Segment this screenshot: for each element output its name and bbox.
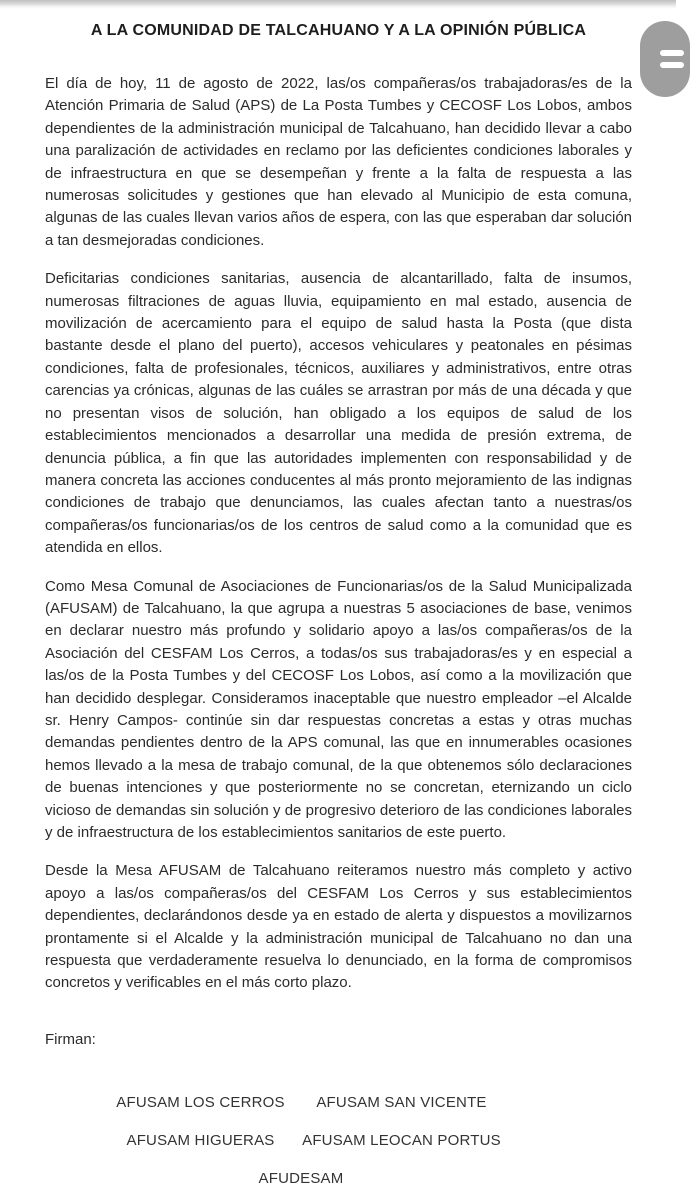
signature-name-center: AFUDESAM xyxy=(258,1169,344,1187)
document-content xyxy=(45,9,632,1187)
document-title: A LA COMUNIDAD DE TALCAHUANO Y A LA OPINIÓN PÚBLICA xyxy=(90,22,587,39)
signature-name: AFUSAM SAN VICENTE xyxy=(316,1093,487,1111)
menu-lines-icon xyxy=(660,62,684,68)
document-paragraph-1: El día de hoy, 11 de agosto de 2022, las/os compañeras/os trabajadoras/es de la Atención Primaria de Salud (APS) de La Posta Tumbes y CECOSF Los Lobos, ambos dependientes de la administración municipal de Talcahuano, han decidido llevar a cabo una paralización de actividades en reclamo por las deficientes condiciones laborales y de infraestructura en que se desempeñan y frente a la falta de respuesta a las numerosas solicitudes y gestiones que han elevado al Municipio de esta comuna, algunas de las cuales llevan varios años de espera, con las que esperaban dar solución a tan desmejoradas condiciones. xyxy=(45,75,632,249)
signature-row xyxy=(100,1094,502,1111)
document-paragraph-2: Deficitarias condiciones sanitarias, ausencia de alcantarillado, falta de insumos, numerosas filtraciones de aguas lluvia, equipamiento en mal estado, ausencia de movilización de acercamiento para el equipo de salud hasta la Posta (que dista bastante desde el plano del puerto), accesos vehiculares y peatonales en pésimas condiciones, falta de profesionales, técnicos, auxiliares y administrativos, entre otras carencias ya crónicas, algunas de las cuáles se arrastran por más de una década y que no presentan visos de solución, han obligado a los equipos de salud de los establecimientos mencionados a desarrollar una medida de presión extrema, de denuncia pública, a fin que las autoridades implementen con responsabilidad y de manera concreta las acciones conducentes al más pronto mejoramiento de las indignas condiciones de trabajo que denunciamos, las cuales afectan tanto a nuestras/os compañeras/os funcionarias/os de los centros de salud como a la comunidad que es atendida en ellos. xyxy=(45,270,632,557)
signature-row xyxy=(100,1132,502,1149)
signature-name: AFUSAM LOS CERROS xyxy=(116,1093,285,1111)
floating-menu-button[interactable] xyxy=(640,21,690,97)
signatories-label: Firman: xyxy=(45,1030,96,1048)
signature-name: AFUSAM LEOCAN PORTUS xyxy=(302,1131,501,1149)
signature-name: AFUSAM HIGUERAS xyxy=(126,1131,275,1149)
menu-lines-icon xyxy=(660,50,684,56)
document-paragraph-3: Como Mesa Comunal de Asociaciones de Funcionarias/os de la Salud Municipalizada (AFUSAM) de Talcahuano, la que agrupa a nuestras 5 asociaciones de base, venimos en declarar nuestro más profundo y solidario apoyo a las/os compañeras/os de la Asociación del CESFAM Los Cerros, a todas/os sus trabajadoras/es y en especial a las/os de la Posta Tumbes y del CECOSF Los Lobos, así como a la movilización que han decidido desplegar. Consideramos inaceptable que nuestro empleador –el Alcalde sr. Henry Campos- continúe sin dar respuestas concretas a estas y otras muchas demandas pendientes dentro de la APS comunal, las que en innumerables ocasiones hemos llevado a la mesa de trabajo comunal, de la que obtenemos sólo declaraciones de buenas intenciones y que posteriormente no se concretan, eternizando un ciclo vicioso de demandas sin solución y de progresivo deterioro de las condiciones laborales y de infraestructura de los establecimientos sanitarios de este puerto. xyxy=(45,577,632,841)
scan-edge-strip xyxy=(0,0,676,9)
signature-block xyxy=(45,1094,632,1187)
document-paragraph-4: Desde la Mesa AFUSAM de Talcahuano reiteramos nuestro más completo y activo apoyo a las/os compañeras/os del CESFAM Los Cerros y sus establecimientos dependientes, declarándonos desde ya en estado de alerta y dispuestos a movilizarnos prontamente si el Alcalde y la administración municipal de Talcahuano no dan una respuesta que verdaderamente resuelva lo denunciado, en la forma de compromisos concretos y verificables en el más corto plazo. xyxy=(45,862,632,992)
